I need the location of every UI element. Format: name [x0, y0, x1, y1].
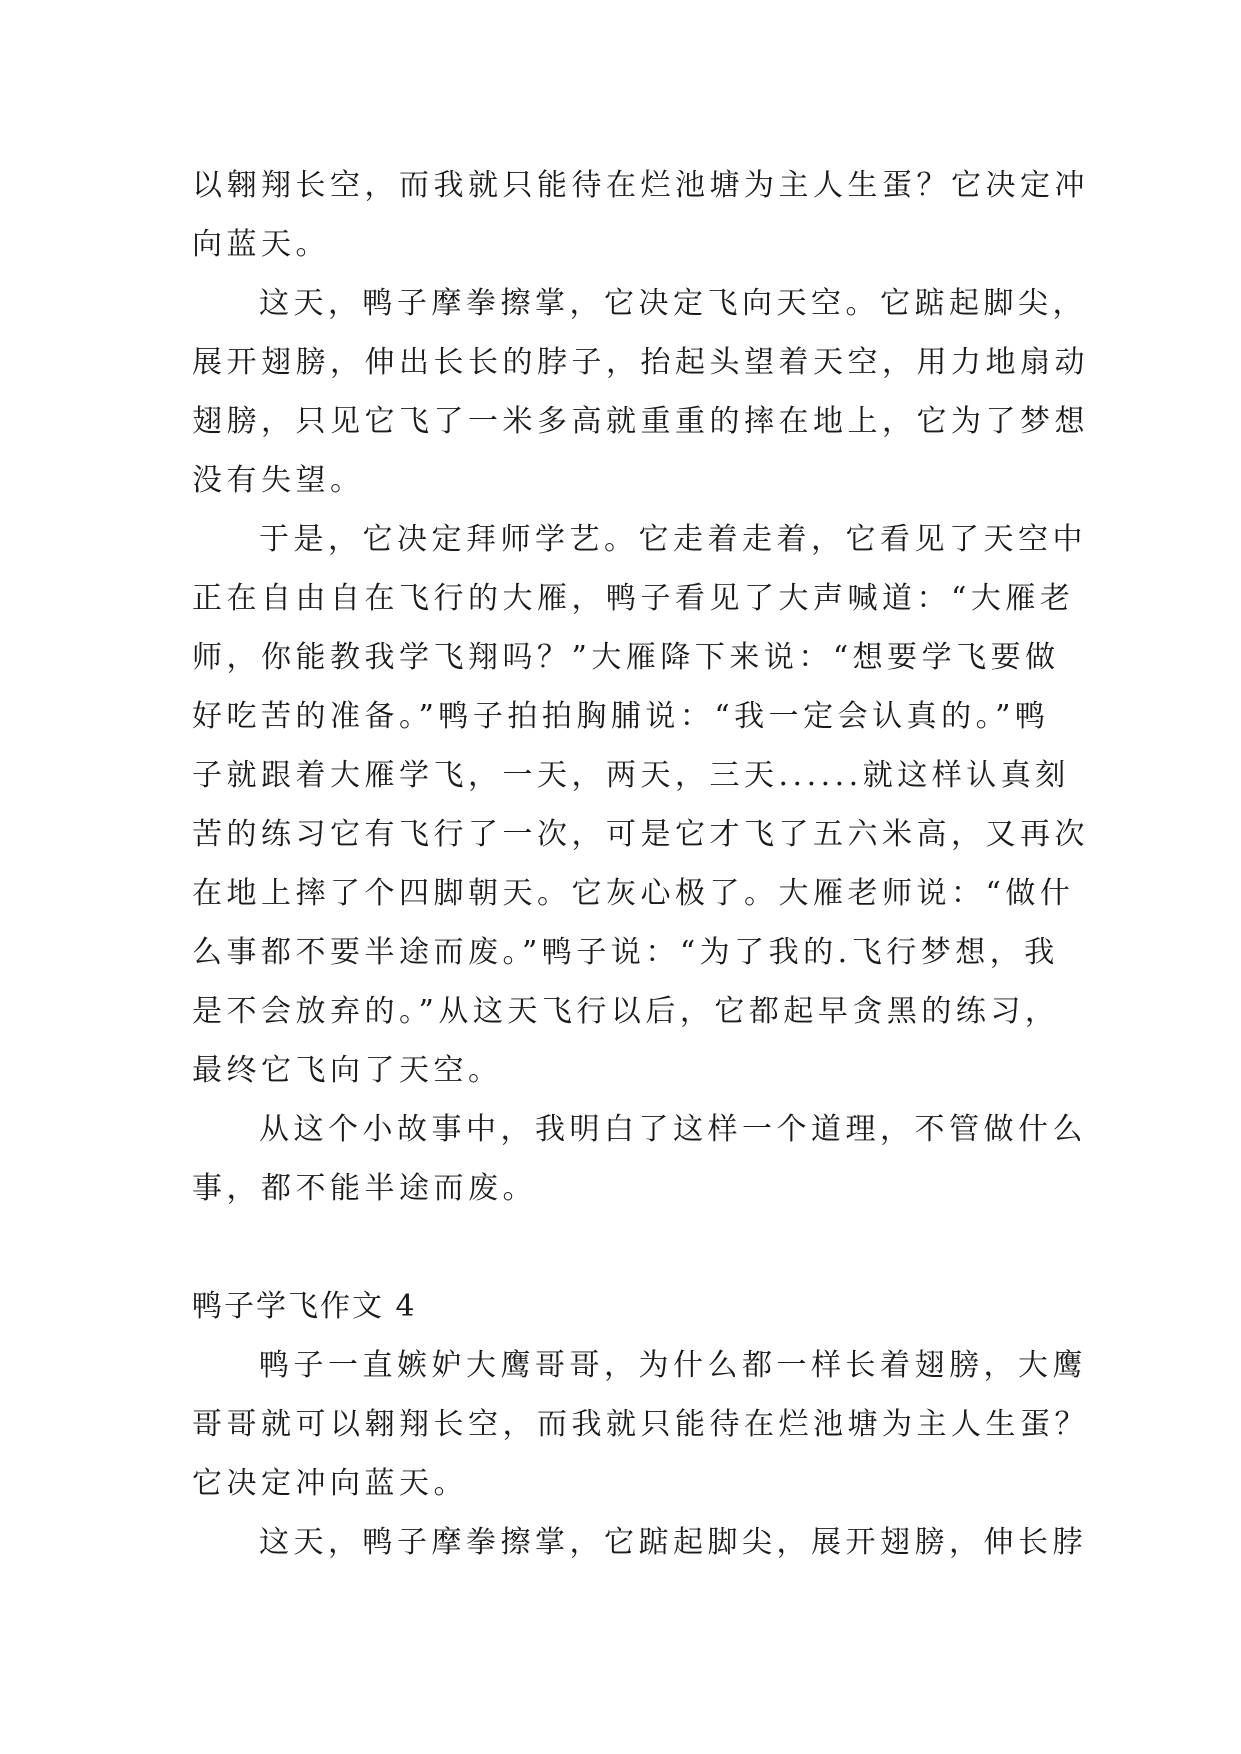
text-line: 正在自由自在飞行的大雁，鸭子看见了大声喊道：“大雁老	[192, 581, 1075, 616]
text-line: 么事都不要半途而废。”鸭子说：“为了我的.飞行梦想，我	[192, 935, 1059, 970]
text-line: 翅膀，只见它飞了一米多高就重重的摔在地上，它为了梦想	[192, 404, 1089, 439]
text-line: 没有失望。	[192, 463, 365, 498]
text-line: 展开翅膀，伸出长长的脖子，抬起头望着天空，用力地扇动	[192, 345, 1089, 380]
text-line: 子就跟着大雁学飞，一天，两天，三天......就这样认真刻	[192, 758, 1070, 793]
text-line: 以翱翔长空，而我就只能待在烂池塘为主人生蛋？它决定冲	[192, 168, 1089, 203]
paragraph-first-line: 于是，它决定拜师学艺。它走着走着，它看见了天空中	[259, 522, 1087, 557]
section-heading: 鸭子学飞作文 4	[192, 1289, 417, 1324]
text-line: 在地上摔了个四脚朝天。它灰心极了。大雁老师说：“做什	[192, 876, 1075, 911]
paragraph-first-line: 从这个小故事中，我明白了这样一个道理，不管做什么	[259, 1112, 1087, 1147]
paragraph-first-line: 这天，鸭子摩拳擦掌，它踮起脚尖，展开翅膀，伸长脖	[259, 1525, 1087, 1560]
paragraph-first-line: 这天，鸭子摩拳擦掌，它决定飞向天空。它踮起脚尖，	[259, 286, 1087, 321]
text-line: 哥哥就可以翱翔长空，而我就只能待在烂池塘为主人生蛋？	[192, 1407, 1089, 1442]
text-line: 向蓝天。	[192, 227, 330, 262]
paragraph-first-line: 鸭子一直嫉妒大鹰哥哥，为什么都一样长着翅膀，大鹰	[259, 1348, 1087, 1383]
text-line: 师，你能教我学飞翔吗？”大雁降下来说：“想要学飞要做	[192, 640, 1060, 675]
text-line: 它决定冲向蓝天。	[192, 1466, 468, 1501]
text-line: 事，都不能半途而废。	[192, 1171, 537, 1206]
text-line: 苦的练习它有飞行了一次，可是它才飞了五六米高，又再次	[192, 817, 1089, 852]
text-line: 好吃苦的准备。”鸭子拍拍胸脯说：“我一定会认真的。”鸭	[192, 699, 1050, 734]
text-line: 是不会放弃的。”从这天飞行以后，它都起早贪黑的练习，	[192, 994, 1060, 1029]
text-line: 最终它飞向了天空。	[192, 1053, 503, 1088]
